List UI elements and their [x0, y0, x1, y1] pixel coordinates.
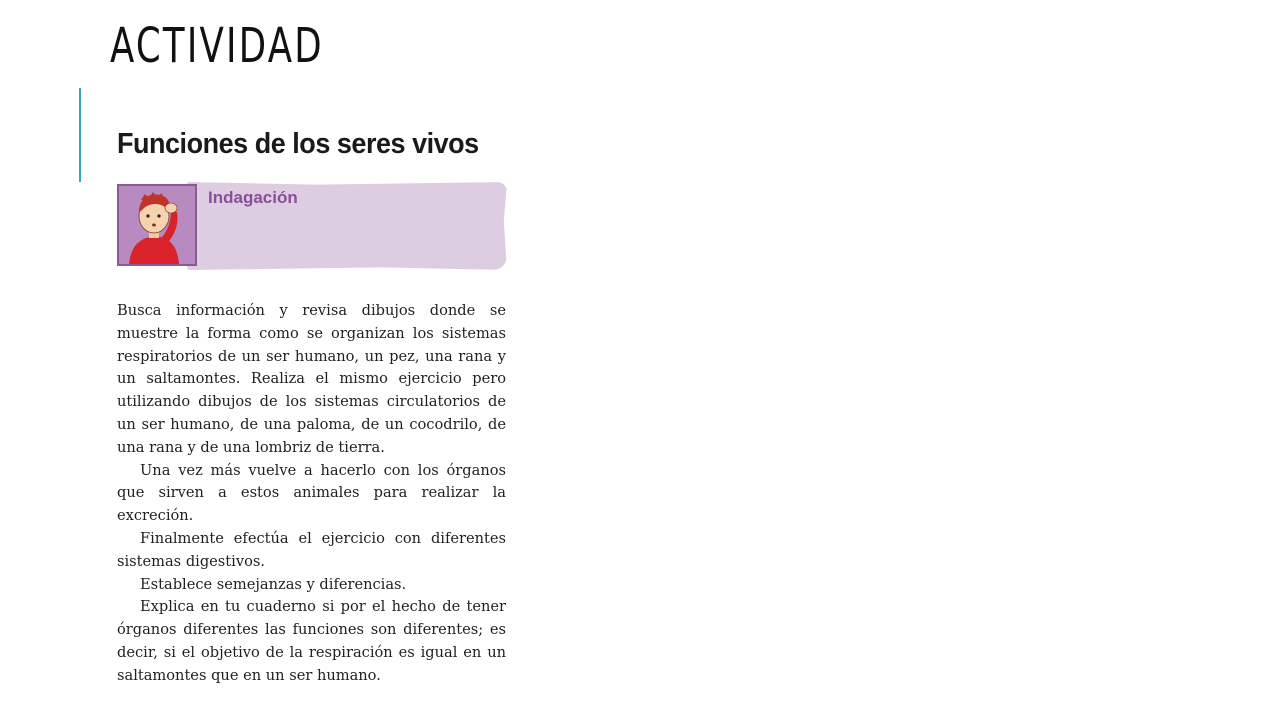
paragraph: Finalmente efectúa el ejercicio con diferentes sistemas digestivos.: [117, 529, 506, 570]
paragraph: Explica en tu cuaderno si por el hecho de tener órganos diferentes las funciones son diferentes; es decir, si el objetivo de la respiración es igual en un saltamontes que en un ser humano.: [117, 598, 506, 684]
instructions-text: [117, 300, 506, 688]
worksheet-image: [112, 120, 512, 695]
paragraph: Establece semejanzas y diferencias.: [140, 575, 407, 593]
paragraph: Busca información y revisa dibujos donde se muestre la forma como se organizan los sistemas respiratorios de un ser humano, un pez, una rana y un saltamontes. Realiza el mismo ejercicio pero utilizando dibujos de los sistemas circulatorios de un ser humano, de una paloma, de un cocodrilo, de una rana y de una lombriz de tierra.: [117, 302, 506, 456]
indagacion-label: Indagación: [208, 188, 298, 207]
accent-divider: [79, 88, 81, 182]
thinking-boy-icon: [117, 184, 197, 266]
paragraph: Una vez más vuelve a hacerlo con los órganos que sirven a estos animales para realizar la excreción.: [117, 461, 506, 525]
slide-title: ACTIVIDAD: [110, 18, 324, 74]
worksheet-heading: Funciones de los seres vivos: [117, 128, 479, 160]
indagacion-banner: [117, 180, 507, 272]
